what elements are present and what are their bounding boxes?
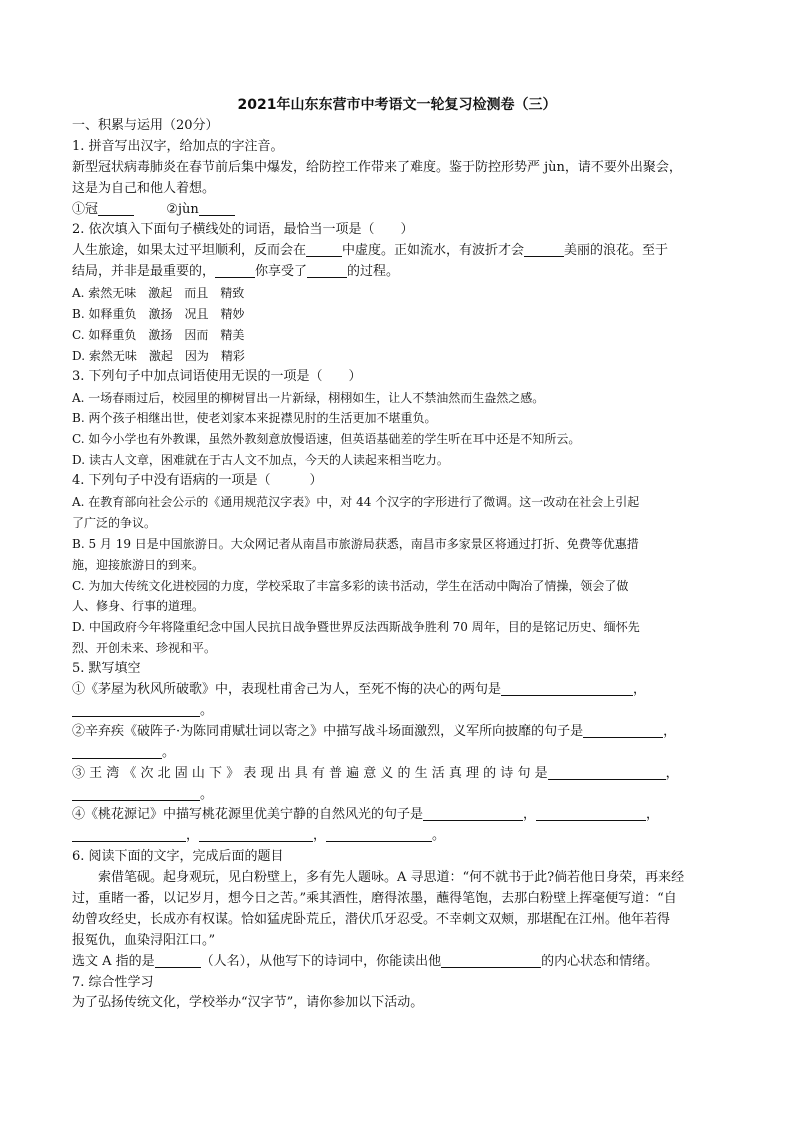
q3-option[interactable]: A. 一场春雨过后，校园里的柳树冒出一片新绿，栩栩如生，让人不禁油然而生盎然之感。 (72, 390, 545, 405)
q4-option-d[interactable]: D. 中国政府今年将隆重纪念中国人民抗日战争暨世界反法西斯战争胜利 70 周年，目的是铭记历史、缅怀先 (72, 620, 640, 635)
q4-option-d-cont: 烈、开创未来、珍视和平。 (72, 641, 217, 656)
q5-blank[interactable] (583, 723, 663, 738)
q5-item-text: ④《桃花源记》中描写桃花源里优美宁静的自然风光的句子是 (72, 807, 424, 823)
q4-option-b[interactable]: B. 5 月 19 日是中国旅游日。大众网记者从南昌市旅游局获悉，南昌市多家景区将通过打折、免费等优惠措 (72, 536, 639, 551)
q2-text: 人生旅途，如果太过平坦顺利，反而会在 (72, 243, 307, 259)
q5-punct: ， (633, 682, 647, 698)
q5-item-4 (72, 805, 722, 826)
q4-option-b-cont: 施，迎接旅游日的到来。 (72, 557, 205, 572)
q2-blank-3[interactable] (215, 263, 255, 278)
q5-punct: ， (186, 828, 200, 844)
q6-passage-line: 报冤仇，血染浔阳江口。” (72, 932, 216, 948)
q4-option-c-cont: 人、修身、行事的道理。 (72, 599, 205, 614)
q5-blank[interactable] (72, 702, 200, 717)
q5-punct: ， (663, 723, 677, 739)
q1-passage-line: 新型冠状病毒肺炎在春节前后集中爆发，给防控工作带来了难度。鉴于防控形势严 jùn，请不要外出聚会， (72, 159, 682, 175)
q2-passage-line (72, 262, 722, 283)
section-heading: 一、积累与运用（20分） (72, 118, 219, 133)
q5-stem: 5. 默写填空 (72, 661, 141, 677)
q1-item-b-blank[interactable] (199, 201, 235, 216)
q7-stem: 7. 综合性学习 (72, 974, 154, 990)
q5-punct: ， (523, 807, 537, 823)
q6-text: 的内心状态和情绪。 (541, 953, 659, 969)
q5-blank[interactable] (536, 806, 646, 821)
q5-item-3 (72, 764, 722, 785)
q6-text: （人名），从他写下的诗词中，你能读出他 (200, 953, 442, 969)
q5-item-text: ③ 王 湾 《 次 北 固 山 下 》 表 现 出 具 有 普 遍 意 义 的 生 活 真 理 的 诗 句 是 (72, 765, 548, 781)
q2-stem: 2. 依次填入下面句子横线处的词语，最恰当一项是（ ） (72, 222, 414, 238)
q5-blank[interactable] (72, 744, 162, 759)
page-title: 2021年山东东营市中考语文一轮复习检测卷（三） (237, 97, 557, 113)
q2-text: 你享受了 (255, 264, 308, 280)
q5-item-1 (72, 680, 722, 701)
q3-stem: 3. 下列句子中加点词语使用无误的一项是（ ） (72, 368, 362, 384)
q2-option[interactable]: A. 索然无味 激起 而且 精致 (72, 286, 245, 301)
q2-text: 中虚度。正如流水，有波折才会 (342, 243, 525, 259)
q2-blank-2[interactable] (524, 242, 564, 257)
q6-passage-line: 过，重睹一番，以记岁月，想今日之苦。”乘其酒性，磨得浓墨，蘸得笔饱，去那白粉壁上挥毫便写道：“自 (72, 890, 677, 906)
q5-blank[interactable] (72, 786, 200, 801)
q5-item-text: ①《茅屋为秋风所破歌》中，表现杜甫舍己为人，至死不悔的决心的两句是 (72, 682, 502, 698)
q5-blank[interactable] (501, 681, 633, 696)
q5-item-2 (72, 722, 722, 743)
exam-content (72, 116, 722, 1014)
q2-text: 美丽的浪花。至于 (564, 243, 669, 259)
q6-passage-line: 幼曾攻经史，长成亦有权谋。恰如猛虎卧荒丘，潜伏爪牙忍受。不幸刺文双颊，那堪配在江州。他年若得 (72, 911, 671, 927)
q2-option[interactable]: D. 索然无味 激起 因为 精彩 (72, 348, 245, 363)
q2-option[interactable]: C. 如释重负 激扬 因而 精美 (72, 327, 245, 342)
q1-item-a-blank[interactable] (98, 201, 134, 216)
q6-blank-state[interactable] (441, 953, 541, 968)
q6-question (72, 952, 722, 973)
q5-item-4-cont (72, 826, 722, 847)
q5-item-text: ②辛弃疾《破阵子·为陈同甫赋壮词以寄之》中描写战斗场面激烈，义军所向披靡的句子是 (72, 723, 584, 739)
q5-punct: 。 (200, 702, 214, 718)
q6-stem: 6. 阅读下面的文字，完成后面的题目 (72, 849, 284, 865)
q2-text: 结局，并非是最重要的， (72, 264, 216, 280)
q5-blank[interactable] (548, 765, 666, 780)
q5-punct: 。 (432, 828, 446, 844)
q2-text: 的过程。 (347, 264, 400, 280)
q5-punct: 。 (162, 744, 176, 760)
q4-option-a-cont: 了广泛的争议。 (72, 515, 157, 530)
q3-option[interactable]: D. 读古人文章，困难就在于古人文不加点，今天的人读起来相当吃力。 (72, 453, 449, 468)
q5-blank[interactable] (326, 827, 432, 842)
q1-stem: 1. 拼音写出汉字，给加点的字注音。 (72, 138, 284, 154)
q1-passage-line: 这是为自己和他人着想。 (72, 180, 216, 196)
q3-option[interactable]: B. 两个孩子相继出世，使老刘家本来捉襟见肘的生活更加不堪重负。 (72, 411, 437, 426)
q2-blank-4[interactable] (307, 263, 347, 278)
q1-item-b-label: ②jùn (166, 201, 199, 217)
q4-stem: 4. 下列句子中没有语病的一项是（ ） (72, 473, 323, 489)
q3-option[interactable]: C. 如今小学也有外教课，虽然外教刻意放慢语速，但英语基础差的学生听在耳中还是不知所云。 (72, 432, 581, 447)
q1-item-a-label: ①冠 (72, 201, 99, 217)
q5-blank[interactable] (199, 827, 313, 842)
q2-blank-1[interactable] (306, 242, 342, 257)
q1-answers (72, 200, 722, 221)
q5-item-2-cont (72, 743, 722, 764)
q2-option[interactable]: B. 如释重负 激扬 况且 精妙 (72, 307, 245, 322)
q5-blank[interactable] (72, 827, 186, 842)
q7-instruction: 为了弘扬传统文化，学校举办“汉字节”，请你参加以下活动。 (72, 995, 424, 1011)
q4-option-c[interactable]: C. 为加大传统文化进校园的力度，学校采取了丰富多彩的读书活动，学生在活动中陶冶了情操，领会了做 (72, 578, 629, 593)
q5-item-1-cont (72, 701, 722, 722)
q5-blank[interactable] (423, 806, 523, 821)
q5-punct: ， (646, 807, 660, 823)
q2-passage-line (72, 241, 722, 262)
q6-text: 选文 A 指的是 (72, 953, 155, 969)
q5-punct: 。 (200, 786, 214, 802)
q6-passage-line: 索借笔砚。起身观玩，见白粉壁上，多有先人题咏。A 寻思道：“何不就书于此?倘若他日身荣，再来经 (98, 870, 685, 886)
q5-punct: ， (313, 828, 327, 844)
q5-punct: ， (665, 765, 679, 781)
q4-option-a[interactable]: A. 在教育部向社会公示的《通用规范汉字表》中，对 44 个汉字的字形进行了微调。这一改动在社会上引起 (72, 495, 640, 510)
q6-blank-name[interactable] (155, 953, 201, 968)
q5-item-3-cont (72, 785, 722, 806)
